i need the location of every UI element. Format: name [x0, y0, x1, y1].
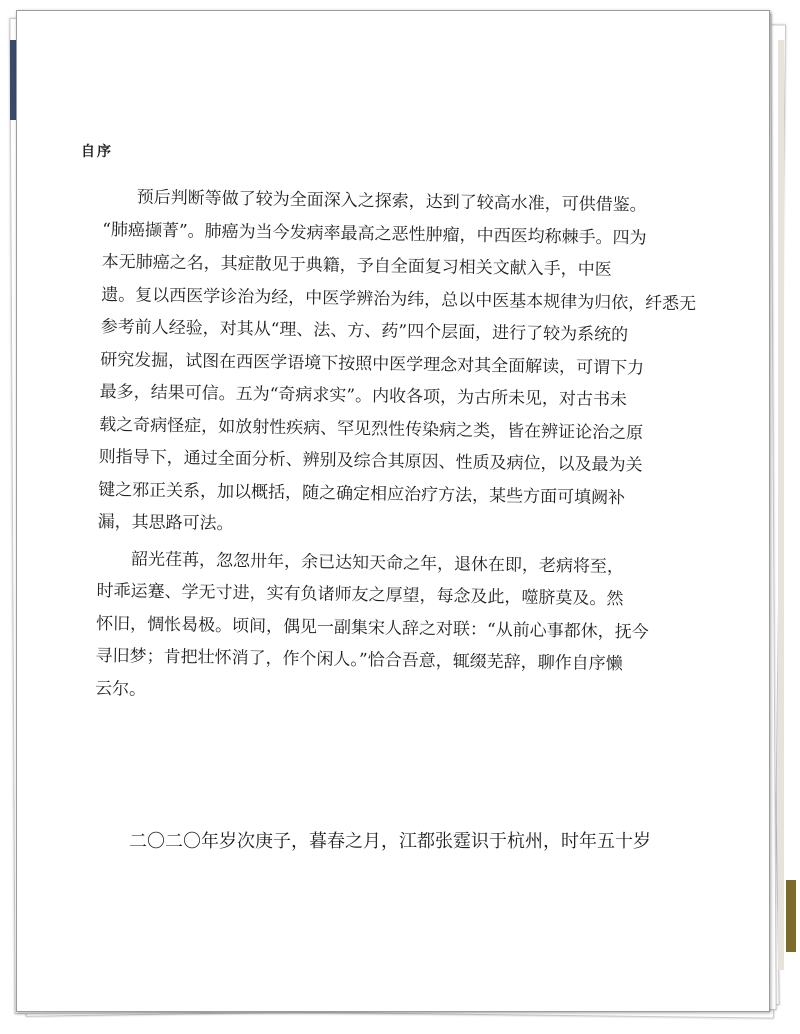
text-line: “肺癌撷菁”。肺癌为当今发病率最高之恶性肿瘤，中西医均称棘手。四为 [102, 219, 647, 249]
text-line: 预后判断等做了较为全面深入之探索，达到了较高水准，可供借鉴。 [136, 187, 647, 216]
text-line: 载之奇病怪症，如放射性疾病、罕见烈性传染病之类，皆在辨证论治之原 [99, 414, 644, 444]
text-line: 键之邪正关系，加以概括，随之确定相应治疗方法，某些方面可填阙补 [97, 479, 626, 508]
page-stack-edge [778, 40, 784, 970]
text-line: 韶光荏苒，忽忽卅年，余已达知天命之年，退休在即，老病将至， [130, 548, 625, 577]
text-line: 寻旧梦；肯把壮怀消了，作个闲人。”恰合吾意，辄缀芜辞，聊作自序懒 [95, 645, 623, 675]
document-page [16, 10, 770, 1012]
preface-body [95, 181, 715, 715]
page-header: 自序 [81, 144, 113, 160]
text-line: 最多，结果可信。五为“奇病求实”。内收各项，为古所未见，对古书未 [99, 381, 628, 411]
text-line: 则指导下，通过全面分析、辨别及综合其原因、性质及病位，以及最为关 [98, 446, 643, 476]
signature-line: 二〇二〇年岁次庚子，暮春之月，江都张霆识于杭州，时年五十岁 [129, 831, 651, 852]
text-line: 研究发掘，试图在西医学语境下按照中医学理念对其全面解读，可谓下力 [100, 349, 645, 379]
text-line: 本无肺癌之名，其症散见于典籍，予自全面复习相关文献入手，中医 [101, 251, 612, 280]
text-line: 云尔。 [94, 678, 147, 700]
text-line: 怀旧，惆怅曷极。顷间，偶见一副集宋人辞之对联：“从前心事都休，抚今 [95, 613, 649, 643]
text-line: 漏，其思路可法。 [97, 511, 234, 535]
text-line: 参考前人经验，对其从“理、法、方、药”四个层面，进行了较为系统的 [100, 316, 629, 346]
book-edge-mark [786, 880, 796, 952]
text-line: 遗。复以西医学诊治为经，中医学辨治为纬，总以中医基本规律为归依，纤悉无 [101, 284, 697, 314]
text-line: 时乖运蹇、学无寸进，实有负诸师友之厚望，每念及此，噬脐莫及。然 [96, 580, 624, 610]
